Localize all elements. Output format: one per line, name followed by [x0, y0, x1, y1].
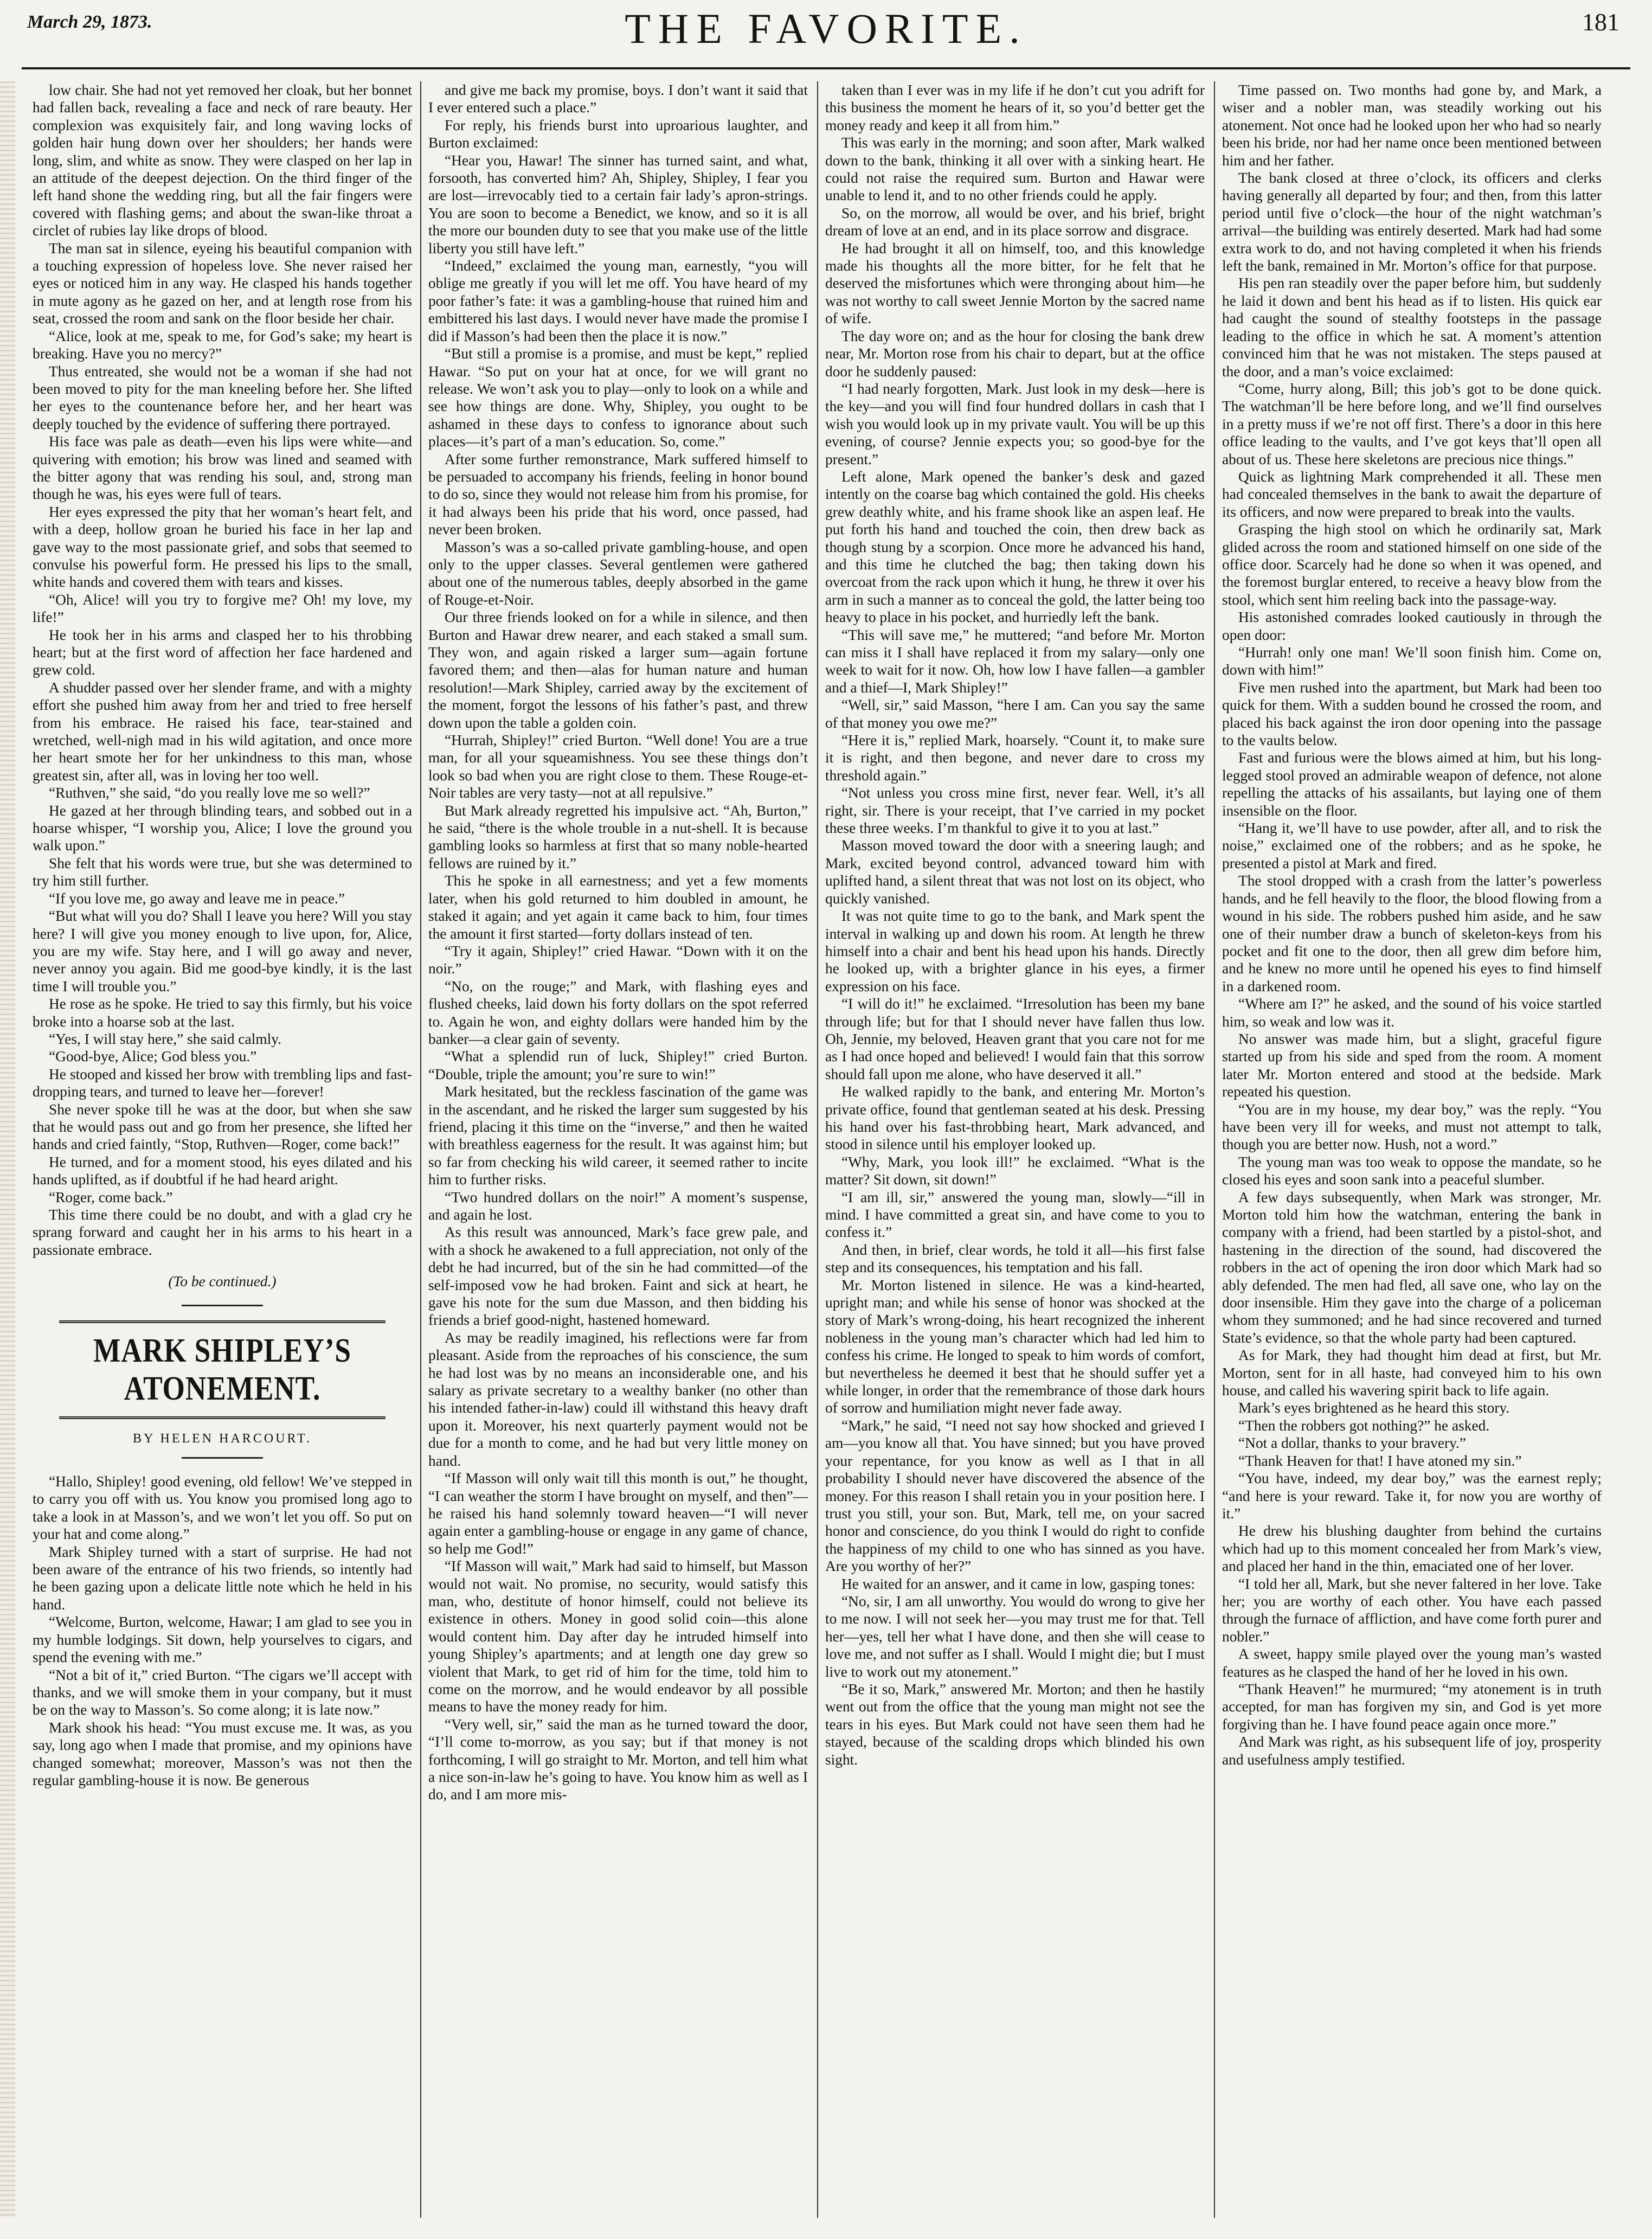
paragraph: “If Masson will wait,” Mark had said to himself, but Masson would not wait. No promise, no security, would satisfy this man, who, destitute of honor himself, could not believe its existence in others. Money in good solid coin—this alone would content him. Day after day he intruded himself into young Shipley’s apartments; and at length one day grew so violent that Mark, to get rid of him for the time, told him to come on the morrow, and he would endeavor by all possible means to have the money ready for him. — [428, 1558, 808, 1715]
paragraph: taken than I ever was in my life if he don’t cut you adrift for this business the moment he hears of it, so you’d better get the money ready and keep it all from him.” — [825, 82, 1205, 133]
paragraph: “Thank Heaven!” he murmured; “my atonement is in truth accepted, for man has forgiven my sin, and God is yet more forgiving than he. I have found peace again once more.” — [1222, 1680, 1602, 1733]
paragraph: The young man was too weak to oppose the mandate, so he closed his eyes and soon sank into a peaceful slumber. — [1222, 1153, 1602, 1188]
paragraph: “Hurrah! only one man! We’ll soon finish him. Come on, down with him!” — [1222, 644, 1602, 678]
paragraph: Her eyes expressed the pity that her woman’s heart felt, and with a deep, hollow groan he buried his face in her lap and gave way to the most passionate grief, and sobs that seemed to convulse his powerful form. He pressed his lips to the small, white hands and covered them with tears and kisses. — [33, 503, 412, 591]
paragraph: “Two hundred dollars on the noir!” A moment’s suspense, and again he lost. — [428, 1189, 808, 1223]
paragraph: “You have, indeed, my dear boy,” was the earnest reply; “and here is your reward. Take it, for now you are worthy of it.” — [1222, 1470, 1602, 1522]
paragraph: The bank closed at three o’clock, its officers and clerks having generally all departed by four; and then, from this latter period until five o’clock—the hour of the night watchman’s arrival—the building was entirely deserted. Mark had had some extra work to do, and not having completed it when his friends left the bank, remained in Mr. Morton’s office for that purpose. — [1222, 170, 1602, 274]
column-divider-2 — [817, 81, 818, 2218]
paragraph: “Then the robbers got nothing?” he asked. — [1238, 1417, 1490, 1434]
paragraph: “Mark,” he said, “I need not say how shocked and grieved I am—you know all that. You have sinned; but you have proved your repentance, for you know as well as I that in all probability I should never have discovered the absence of the money. For this reason I shall retain you in your position here. I trust you still, your son. But, Mark, tell me, on your sacred honor and conscience, do you think I would do right to confide the happiness of my child to one who has sinned as you have. Are you worthy of her?” — [825, 1417, 1205, 1575]
paragraph: and give me back my promise, boys. I don’t want it said that I ever entered such a place.” — [428, 82, 808, 116]
newspaper-title: THE FAVORITE. — [625, 5, 1027, 52]
column-divider-1 — [420, 81, 421, 2218]
paragraph: She felt that his words were true, but she was determined to try him still further. — [33, 855, 412, 889]
paragraph: Mark shook his head: “You must excuse me. It was, as you say, long ago when I made that promise, and my opinions have changed somewhat; moreover, Masson’s was not then the regular gambling-house it is now. Be generous — [33, 1719, 412, 1788]
paragraph: “Roger, come back.” — [49, 1189, 173, 1205]
paragraph: Quick as lightning Mark comprehended it all. These men had concealed themselves in the bank to await the departure of its officers, and now were prepared to break into the vaults. — [1222, 468, 1602, 520]
paragraph: “Hurrah, Shipley!” cried Burton. “Well done! You are a true man, for all your squeamishness. You see these things don’t look so bad when you are right close to them. These Rouge-et-Noir tables are very tasty—not at all repulsive.” — [428, 732, 808, 801]
paragraph: Mark’s eyes brightened as he heard this story. — [1238, 1400, 1510, 1416]
paragraph: “No, sir, I am all unworthy. You would do wrong to give her to me now. I will not seek her—you may trust me for that. Tell her—yes, tell her what I have done, and then she will cease to love me, and not suffer as I shall. Would I might die; but I must live to work out my atonement.” — [825, 1593, 1205, 1680]
column-3 — [825, 81, 1205, 2218]
paragraph: “Hallo, Shipley! good evening, old fellow! We’ve stepped in to carry you off with us. You know you promised long ago to take a look in at Masson’s, and we won’t let you off. So put on your hat and come along.” — [33, 1473, 412, 1543]
paragraph: “I will do it!” he exclaimed. “Irresolution has been my bane through life; but for that I should never have fallen thus low. Oh, Jennie, my beloved, Heaven grant that you care not for me as I had once hoped and believed! I would fain that this sorrow should fall upon me alone, who have deserved it all.” — [825, 996, 1205, 1082]
paragraph: This time there could be no doubt, and with a glad cry he sprang forward and caught her in his arms to his heart in a passionate embrace. — [33, 1207, 412, 1258]
paragraph: “But what will you do? Shall I leave you here? Will you stay here? I will give you money enough to live upon, for, Alice, you are my wife. Stay here, and I will go away and never, never annoy you again. Bid me good-bye kindly, it is the last time I will trouble you.” — [33, 908, 412, 995]
paragraph: “Try it again, Shipley!” cried Hawar. “Down with it on the noir.” — [428, 942, 808, 977]
paragraph: She never spoke till he was at the door, but when she saw that he would pass out and go from her presence, she lifted her hands and cried faintly, “Stop, Ruthven—Roger, come back!” — [33, 1101, 412, 1153]
paragraph: His pen ran steadily over the paper before him, but suddenly he laid it down and bent his head as if to listen. His quick ear had caught the sound of stealthy footsteps in the passage leading to the office in which he sat. A moment’s attention convinced him that he was not mistaken. The steps paused at the door, and a man’s voice exclaimed: — [1222, 275, 1602, 380]
paragraph: And Mark was right, as his subsequent life of joy, prosperity and usefulness amply testified. — [1222, 1734, 1602, 1768]
paragraph: No answer was made him, but a slight, graceful figure started up from his side and sped from the room. A moment later Mr. Morton entered and stood at the bedside. Mark repeated his question. — [1222, 1030, 1602, 1100]
paragraph: His face was pale as death—even his lips were white—and quivering with emotion; his brow was lined and seamed with the bitter agony that was rending his soul, and, strong man though he was, his eyes were full of tears. — [33, 433, 412, 503]
paragraph: He waited for an answer, and it came in low, gasping tones: — [841, 1575, 1195, 1592]
paragraph: Five men rushed into the apartment, but Mark had been too quick for them. With a sudden bound he crossed the room, and placed his back against the iron door opening into the passage to the vaults below. — [1222, 679, 1602, 749]
paragraph: Time passed on. Two months had gone by, and Mark, a wiser and a nobler man, was steadily working out his atonement. Not once had he looked upon her who had so nearly been his bride, nor had her name once been mentioned between him and her father. — [1222, 82, 1602, 169]
paragraph: This was early in the morning; and soon after, Mark walked down to the bank, thinking it all over with a sinking heart. He could not raise the required sum. Burton and Hawar were unable to lend it, and to no other friends could he apply. — [825, 134, 1205, 204]
column-3-text — [825, 81, 1205, 1768]
paragraph: “I had nearly forgotten, Mark. Just look in my desk—here is the key—and you will find four hundred dollars in cash that I wish you would look up in my private vault. You will be up this evening, of course? Jennie expects you; so good-bye for the present.” — [825, 380, 1205, 467]
paragraph: “No, on the rouge;” and Mark, with flashing eyes and flushed cheeks, laid down his forty dollars on the spot referred to. Again he won, and eighty dollars were handed him by the banker—a clear gain of seventy. — [428, 978, 808, 1047]
paragraph: “Very well, sir,” said the man as he turned toward the door, “I’ll come to-morrow, as you say; but if that money is not forthcoming, I will go straight to Mr. Morton, and tell him what a nice son-in-law he’s going to have. You know him as well as I do, and I am more mis- — [428, 1716, 808, 1803]
paragraph: A sweet, happy smile played over the young man’s wasted features as he clasped the hand of her he loved in his own. — [1222, 1646, 1602, 1680]
paragraph: “I told her all, Mark, but she never faltered in her love. Take her; you are worthy of each other. You have each passed through the furnace of affliction, and have come forth purer and nobler.” — [1222, 1575, 1602, 1645]
paragraph: “Not a bit of it,” cried Burton. “The cigars we’ll accept with thanks, and we will smoke them in your company, but it must be on the way to Masson’s. So come along; it is late now.” — [33, 1666, 412, 1718]
paragraph: He had brought it all on himself, too, and this knowledge made his thoughts all the more bitter, for he felt that he deserved the misfortunes which were thronging about him—he was not worthy to call sweet Jennie Morton by the sacred name of wife. — [825, 240, 1205, 327]
column-divider-3 — [1214, 81, 1215, 2218]
paragraph: “Ruthven,” she said, “do you really love me so well?” — [49, 785, 370, 801]
paragraph: Left alone, Mark opened the banker’s desk and gazed intently on the coarse bag which contained the gold. His cheeks grew deathly white, and his frame shook like an aspen leaf. He put forth his hand and touched the coin, then drew back as though stung by a scorpion. Once more he advanced his hand, and this time he clutched the bag; then taking down his overcoat from the rack upon which it hung, he threw it over his arm in such a manner as to conceal the gold, the latter being too heavy to place in his pocket, and hurriedly left the bank. — [825, 468, 1205, 626]
paragraph: As may be readily imagined, his reflections were far from pleasant. Aside from the reproaches of his conscience, the sum he had lost was by no means an inconsiderable one, and his salary as private secretary to a wealthy banker (no other than his intended father-in-law) could ill withstand this heavy draft upon it. Moreover, his next quarterly payment would not be due for a month to come, and he had but very little money on hand. — [428, 1329, 808, 1469]
paragraph: Grasping the high stool on which he ordinarily sat, Mark glided across the room and stationed himself on one side of the office door. Scarcely had he done so when it was opened, and the foremost burglar entered, to receive a heavy blow from the stool, which sent him reeling back into the passage-way. — [1222, 521, 1602, 608]
paragraph: Masson’s was a so-called private gambling-house, and open only to the upper classes. Several gentlemen were gathered about one of the numerous tables, deeply absorbed in the game of Rouge-et-Noir. — [428, 538, 808, 608]
paragraph: For reply, his friends burst into uproarious laughter, and Burton exclaimed: — [428, 117, 808, 151]
paragraph: “Not unless you cross mine first, never fear. Well, it’s all right, sir. There is your receipt, that I’ve carried in my pocket these three weeks. I’m thankful to give it to you at last.” — [825, 785, 1205, 837]
paragraph: He turned, and for a moment stood, his eyes dilated and his hands uplifted, as if doubtful if he had heard aright. — [33, 1153, 412, 1188]
paragraph: Our three friends looked on for a while in silence, and then Burton and Hawar drew nearer, and each staked a small sum. They won, and again risked a larger sum—again fortune favored them; and then—alas for human nature and human resolution!—Mark Shipley, carried away by the excitement of the moment, forgot the lessons of his father’s past, and threw down upon the table a golden coin. — [428, 609, 808, 731]
byline-divider — [182, 1457, 263, 1459]
column-1 — [33, 81, 412, 2218]
column-4 — [1222, 81, 1602, 2218]
paragraph: “Not a dollar, thanks to your bravery.” — [1238, 1435, 1467, 1452]
section-divider — [182, 1305, 263, 1306]
paragraph: “Come, hurry along, Bill; this job’s got to be done quick. The watchman’ll be here before long, and we’ll find ourselves in a pretty muss if we’re not off first. There’s a door in this here office leading to the vaults, and I’ve got keys that’ll open all about of us. These here skeletons are precious nice things.” — [1222, 380, 1602, 467]
paragraph: “Where am I?” he asked, and the sound of his voice startled him, so weak and low was it. — [1222, 996, 1602, 1030]
paragraph: “If Masson will only wait till this month is out,” he thought, “I can weather the storm I have brought on myself, and then”—he raised his hand solemnly toward heaven—“I will never again enter a gambling-house or engage in any game of chance, so help me God!” — [428, 1470, 808, 1557]
masthead-rule — [22, 67, 1630, 69]
paragraph: “Be it so, Mark,” answered Mr. Morton; and then he hastily went out from the office that the young man might not see the tears in his eyes. But Mark could not have seen them had he stayed, because of the scalding drops which blinded his own sight. — [825, 1680, 1205, 1768]
paragraph: But Mark already regretted his impulsive act. “Ah, Burton,” he said, “there is the whole trouble in a nut-shell. It is because gambling looks so harmless at first that so many noble-hearted fellows are ruined by it.” — [428, 802, 808, 871]
paragraph: “Here it is,” replied Mark, hoarsely. “Count it, to make sure it is right, and then begone, and never dare to cross my threshold again.” — [825, 732, 1205, 784]
paragraph: The day wore on; and as the hour for closing the bank drew near, Mr. Morton rose from his chair to depart, but at the office door he suddenly paused: — [825, 328, 1205, 380]
paragraph: “Alice, look at me, speak to me, for God’s sake; my heart is breaking. Have you no mercy?” — [33, 328, 412, 362]
paragraph: “What a splendid run of luck, Shipley!” cried Burton. “Double, triple the amount; you’re sure to win!” — [428, 1048, 808, 1082]
paragraph: It was not quite time to go to the bank, and Mark spent the interval in walking up and down his room. At length he threw himself into a chair and bent his head upon his hands. Directly he looked up, with a brighter glance in his eyes, a firmer expression on his face. — [825, 908, 1205, 995]
paragraph: And then, in brief, clear words, he told it all—his first false step and its consequences, his temptation and his fall. — [825, 1241, 1205, 1276]
paragraph: After some further remonstrance, Mark suffered himself to be persuaded to accompany his friends, feeling in honor bound to do so, since they would not release him from his promise, for it had always been his pride that his word, once passed, had never been broken. — [428, 451, 808, 538]
byline: BY HELEN HARCOURT. — [133, 1431, 312, 1446]
paragraph: He took her in his arms and clasped her to his throbbing heart; but at the first word of affection her face hardened and grew cold. — [33, 626, 412, 678]
paragraph: Fast and furious were the blows aimed at him, but his long-legged stool proved an admirable weapon of defence, not alone repelling the attacks of his assailants, but laying one of them insensible on the floor. — [1222, 749, 1602, 819]
paragraph: “This will save me,” he muttered; “and before Mr. Morton can miss it I shall have replaced it from my salary—only one week to wait for it now. Oh, how low I have fallen—a gambler and a thief—I, Mark Shipley!” — [825, 626, 1205, 696]
paragraph: A shudder passed over her slender frame, and with a mighty effort she pushed him away from her and tried to free herself from his embrace. He raised his face, tear-stained and wretched, well-nigh mad in his wild agitation, and once more her heart smote her for her unkindness to this man, whose greatest sin, after all, was in loving her too well. — [33, 679, 412, 784]
scan-edge — [0, 81, 15, 2218]
paragraph: Mr. Morton listened in silence. He was a kind-hearted, upright man; and while his sense of honor was shocked at the story of Mark’s wrong-doing, his heart recognized the inherent nobleness in the young man’s character which had led him to confess his crime. He longed to speak to him words of comfort, but nevertheless he deemed it best that he should suffer yet a while longer, in order that the remembrance of those dark hours of sorrow and humiliation might never fade away. — [825, 1276, 1205, 1416]
paragraph: A few days subsequently, when Mark was stronger, Mr. Morton told him how the watchman, entering the bank in company with a friend, had been startled by a pistol-shot, and hastening in the direction of the sound, had discovered the robbers in the act of opening the iron door which Mark had so ably defended. The men had fled, all save one, who lay on the door insensible. Him they gave into the charge of a policeman whom they summoned; and he had since recovered and turned State’s evidence, so that the whole party had been captured. — [1222, 1189, 1602, 1346]
paragraph: “Hear you, Hawar! The sinner has turned saint, and what, forsooth, has converted him? Ah, Shipley, Shipley, I fear you are lost—irrevocably tied to a certain fair lady’s apron-strings. You are soon to become a Benedict, we know, and so it is all the more our bounden duty to see that you make use of the little liberty you still have left.” — [428, 152, 808, 256]
paragraph: “You are in my house, my dear boy,” was the reply. “You have been very ill for weeks, and must not attempt to talk, though you are better now. Hush, not a word.” — [1222, 1101, 1602, 1153]
issue-date: March 29, 1873. — [27, 12, 152, 32]
paragraph: “But still a promise is a promise, and must be kept,” replied Hawar. “So put on your hat at once, for we will grant no release. We won’t ask you to play—only to look on a while and see how things are done. Why, Shipley, you ought to be ashamed in these days to confess to ignorance about such places—it’s part of a man’s education. So, come.” — [428, 345, 808, 450]
paragraph: “Welcome, Burton, welcome, Hawar; I am glad to see you in my humble lodgings. Sit down, help yourselves to cigars, and spend the evening with me.” — [33, 1614, 412, 1666]
column-2 — [428, 81, 808, 2218]
paragraph: Mark Shipley turned with a start of surprise. He had not been aware of the entrance of his two friends, so intently had he been gazing upon a delicate little note which he held in his hand. — [33, 1543, 412, 1613]
column-2-text — [428, 81, 808, 1804]
paragraph: “If you love me, go away and leave me in peace.” — [49, 890, 345, 907]
paragraph: He gazed at her through blinding tears, and sobbed out in a hoarse whisper, “I worship you, Alice; I love the ground you walk upon.” — [33, 802, 412, 854]
paragraph: He stooped and kissed her brow with trembling lips and fast-dropping tears, and turned to leave her—forever! — [33, 1066, 412, 1100]
paragraph: He walked rapidly to the bank, and entering Mr. Morton’s private office, found that gentleman seated at his desk. Pressing his hand over his fast-throbbing heart, Mark advanced, and stood in silence until his employer looked up. — [825, 1083, 1205, 1153]
paragraph: So, on the morrow, all would be over, and his brief, bright dream of love at an end, and in its place sorrow and disgrace. — [825, 204, 1205, 239]
paragraph: “Indeed,” exclaimed the young man, earnestly, “you will oblige me greatly if you will let me off. You have heard of my poor father’s fate: it was a gambling-house that ruined him and embittered his last days. I would never have made the promise I did if Masson’s had been then the place it is now.” — [428, 258, 808, 344]
paragraph: As this result was announced, Mark’s face grew pale, and with a shock he awakened to a full appreciation, not only of the debt he had incurred, but of the sin he had committed—of the self-imposed vow he had broken. Faint and sick at heart, he gave his note for the sum due Masson, and then bidding his friends a brief good-night, hastened homeward. — [428, 1224, 808, 1329]
paragraph: “Hang it, we’ll have to use powder, after all, and to risk the noise,” exclaimed one of the robbers; and as he spoke, he presented a pistol at Mark and fired. — [1222, 820, 1602, 871]
paragraph: As for Mark, they had thought him dead at first, but Mr. Morton, sent for in all haste, had conveyed him to his own house, and called his wavering spirit back to life again. — [1222, 1347, 1602, 1399]
story-title: MARK SHIPLEY’S ATONEMENT. — [59, 1320, 385, 1419]
paragraph: Mark hesitated, but the reckless fascination of the game was in the ascendant, and he risked the larger sum suggested by his friend, placing it this time on the “inverse,” and then he waited with breathless eagerness for the result. It was against him; but so far from checking his wild career, it seemed rather to incite him to further risks. — [428, 1083, 808, 1188]
masthead — [22, 0, 1630, 67]
paragraph: “Good-bye, Alice; God bless you.” — [49, 1048, 257, 1065]
paragraph: Thus entreated, she would not be a woman if she had not been moved to pity for the man kneeling before her. She lifted her eyes to the countenance before her, and her heart was deeply touched by the evidence of suffering there portrayed. — [33, 363, 412, 432]
paragraph: “Well, sir,” said Masson, “here I am. Can you say the same of that money you owe me?” — [825, 697, 1205, 731]
paragraph: The stool dropped with a crash from the latter’s powerless hands, and he fell heavily to the floor, the blood flowing from a wound in his side. The robbers pushed him aside, and he saw one of their number draw a bunch of skeleton-keys from his pocket and fit one to the door, then all grew dim before him, and he knew no more until he opened his eyes to find himself in a darkened room. — [1222, 872, 1602, 995]
paragraph: “Why, Mark, you look ill!” he exclaimed. “What is the matter? Sit down, sit down!” — [825, 1153, 1205, 1188]
column-4-text — [1222, 81, 1602, 1768]
continued-note: (To be continued.) — [168, 1273, 277, 1290]
paragraph: “Thank Heaven for that! I have atoned my sin.” — [1238, 1452, 1522, 1469]
paragraph: The man sat in silence, eyeing his beautiful companion with a touching expression of hopeless love. She never raised her eyes or noticed him in any way. He clasped his hands together in mute agony as he gazed on her, and at length rose from his seat, crossed the room and sank on the floor beside her chair. — [33, 240, 412, 327]
paragraph: Masson moved toward the door with a sneering laugh; and Mark, excited beyond control, advanced toward him with uplifted hand, a silent threat that was not lost on its object, who quickly vanished. — [825, 837, 1205, 907]
column-1-text — [33, 81, 412, 1259]
paragraph: He drew his blushing daughter from behind the curtains which had up to this moment concealed her from Mark’s view, and placed her hand in the thin, emaciated one of her lover. — [1222, 1523, 1602, 1575]
page-number: 181 — [1582, 8, 1619, 36]
paragraph: His astonished comrades looked cautiously in through the open door: — [1222, 609, 1602, 643]
paragraph: He rose as he spoke. He tried to say this firmly, but his voice broke into a hoarse sob at the last. — [33, 996, 412, 1030]
paragraph: “Yes, I will stay here,” she said calmly. — [49, 1030, 282, 1047]
paragraph: This he spoke in all earnestness; and yet a few moments later, when his gold returned to him doubled in amount, he staked it again; and yet again it came back to him, four times the amount it first started—forty dollars instead of ten. — [428, 872, 808, 942]
paragraph: low chair. She had not yet removed her cloak, but her bonnet had fallen back, revealing a face and neck of rare beauty. Her complexion was exquisitely fair, and long waving locks of golden hair hung down over her shoulders; her hands were long, slim, and white as snow. They were clasped on her lap in an attitude of the deepest dejection. On the third finger of the left hand shone the wedding ring, but all the fair fingers were covered with flashing gems; and about the swan-like throat a circlet of rubies lay like drops of blood. — [33, 82, 412, 239]
paragraph: “I am ill, sir,” answered the young man, slowly—“ill in mind. I have committed a great sin, and have come to you to confess it.” — [825, 1189, 1205, 1241]
story-opening-text — [33, 1473, 412, 1789]
paragraph: “Oh, Alice! will you try to forgive me? Oh! my love, my life!” — [33, 591, 412, 626]
